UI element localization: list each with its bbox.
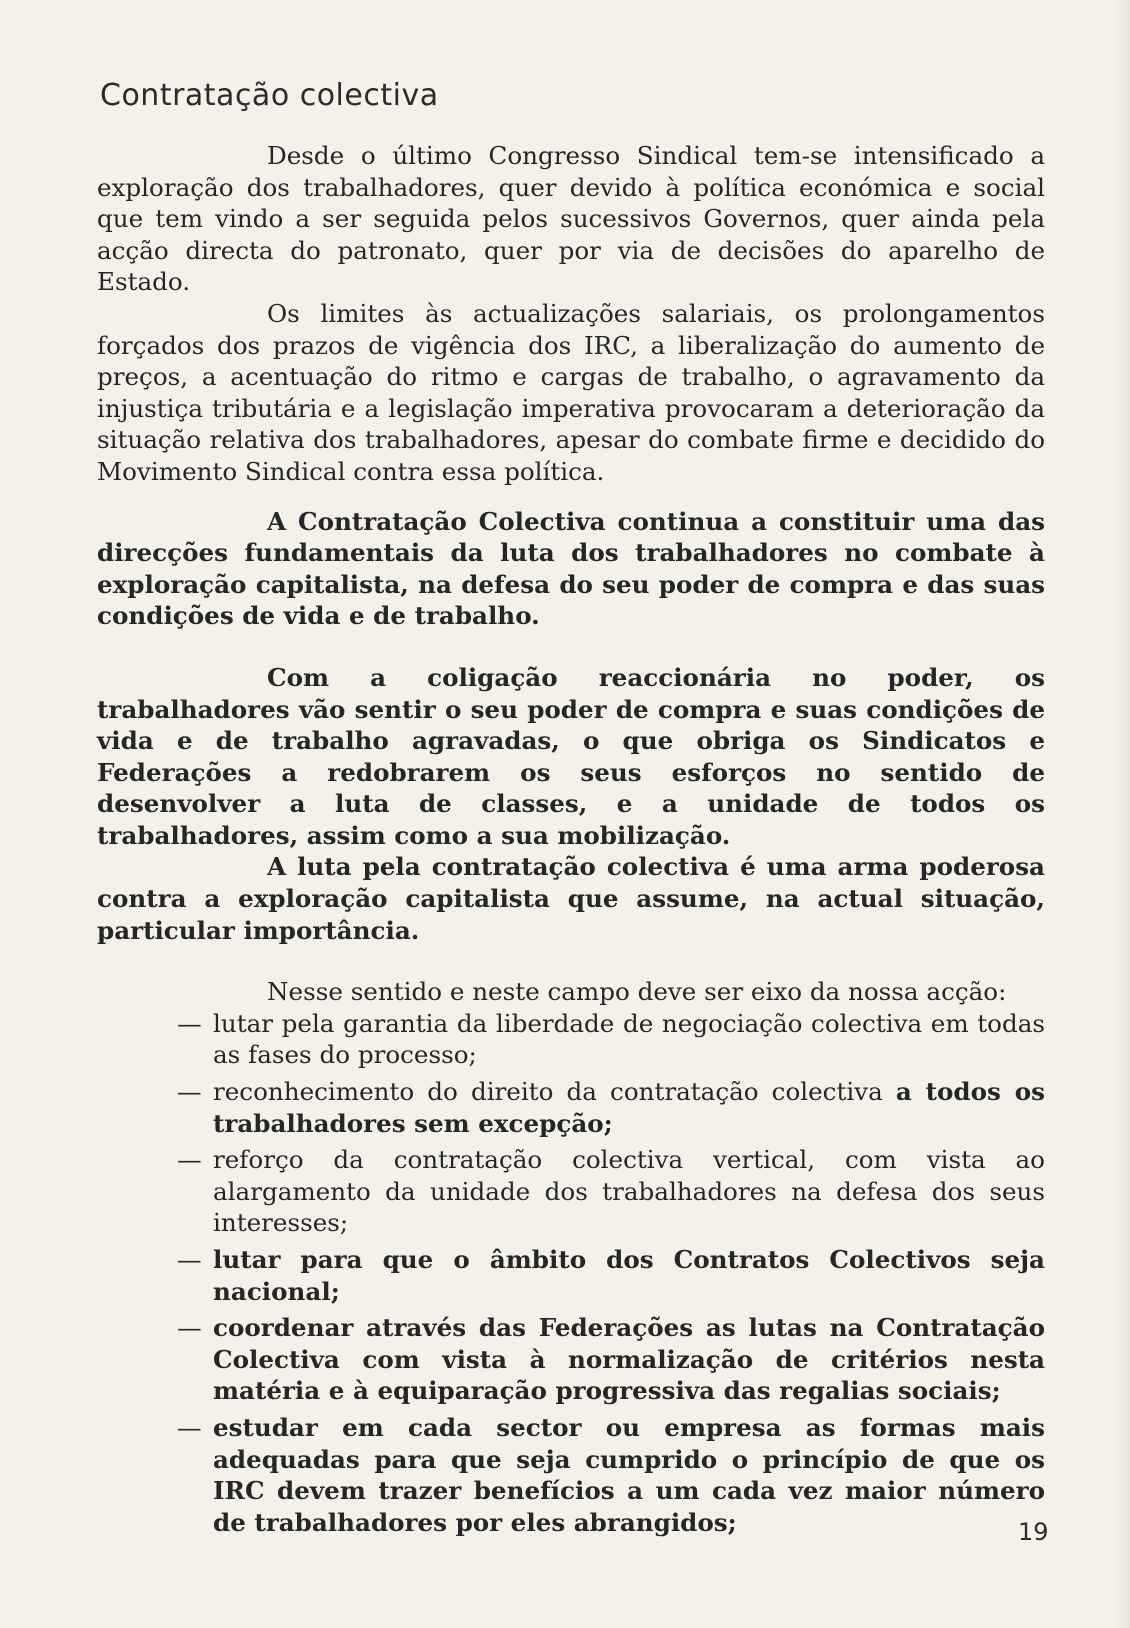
list-item-text: reforço da contratação colectiva vertical, com vista ao alargamento da unidade dos trabalhadores na defesa dos seus interesses; — [213, 1145, 1045, 1238]
list-item-text: lutar pela garantia da liberdade de negociação colectiva em todas as fases do processo; — [213, 1008, 1045, 1070]
paragraph-4: Com a coligação reaccionária no poder, os trabalhadores vão sentir o seu poder de compra e suas condições de vida e de trabalho agravadas, o que obriga os Sindicatos e Federações a redobrarem os seus esforços no sentido de desenvolver a luta de classes, e a unidade de todos os trabalhadores, assim como a sua mobilização. — [97, 662, 1045, 850]
list-item — [97, 1244, 1045, 1307]
action-list — [97, 1008, 1045, 1539]
list-item-text-bold: coordenar através das Federações as lutas na Contratação Colectiva com vista à normalização de critérios nesta matéria e à equiparação progressiva das regalias sociais; — [213, 1313, 1045, 1406]
list-item-text: reconhecimento do direito da contratação colectiva — [213, 1077, 896, 1107]
document-body — [97, 140, 1045, 1538]
dash-marker: — — [177, 1008, 202, 1038]
dash-marker: — — [177, 1245, 202, 1274]
dash-marker: — — [177, 1145, 202, 1175]
list-item — [97, 1008, 1045, 1071]
list-item — [97, 1312, 1045, 1407]
list-item — [97, 1144, 1045, 1239]
paragraph-1: Desde o último Congresso Sindical tem-se intensificado a exploração dos trabalhadores, quer devido à política económica e social que tem vindo a ser seguida pelos sucessivos Governos, quer ainda pela acção directa do patronato, quer por via de decisões do aparelho de Estado. — [97, 141, 1045, 297]
page-edge-shadow — [1116, 0, 1130, 1628]
page-number: 19 — [1018, 1518, 1049, 1546]
section-header: Contratação colectiva — [100, 78, 439, 113]
list-item-text-bold: estudar em cada sector ou empresa as formas mais adequadas para que seja cumprido o princípio de que os IRC devem trazer benefícios a um cada vez maior número de trabalhadores por eles abrangidos; — [213, 1412, 1045, 1537]
paragraph-2: Os limites às actualizações salariais, os prolongamentos forçados dos prazos de vigência dos IRC, a liberalização do aumento de preços, a acentuação do ritmo e cargas de trabalho, o agravamento da injustiça tributária e a legislação imperativa provocaram a deterioração da situação relativa dos trabalhadores, apesar do combate firme e decidido do Movimento Sindical contra essa política. — [97, 298, 1045, 486]
list-item-text-bold: lutar para que o âmbito dos Contratos Colectivos seja nacional; — [213, 1245, 1045, 1306]
dash-marker: — — [177, 1412, 202, 1442]
paragraph-6: Nesse sentido e neste campo deve ser eixo da nossa acção: — [267, 977, 1007, 1007]
list-item-text-bold: a todos os trabalhadores sem excepção; — [213, 1077, 1045, 1138]
paragraph-5: A luta pela contratação colectiva é uma arma poderosa contra a exploração capitalista que assume, na actual situação, particular importância. — [97, 852, 1045, 945]
paragraph-3: A Contratação Colectiva continua a constituir uma das direcções fundamentais da luta dos trabalhadores no combate à exploração capitalista, na defesa do seu poder de compra e das suas condições de vida e de trabalho. — [97, 506, 1045, 631]
dash-marker: — — [177, 1077, 202, 1107]
list-item — [97, 1412, 1045, 1538]
dash-marker: — — [177, 1313, 202, 1343]
list-item — [97, 1076, 1045, 1139]
